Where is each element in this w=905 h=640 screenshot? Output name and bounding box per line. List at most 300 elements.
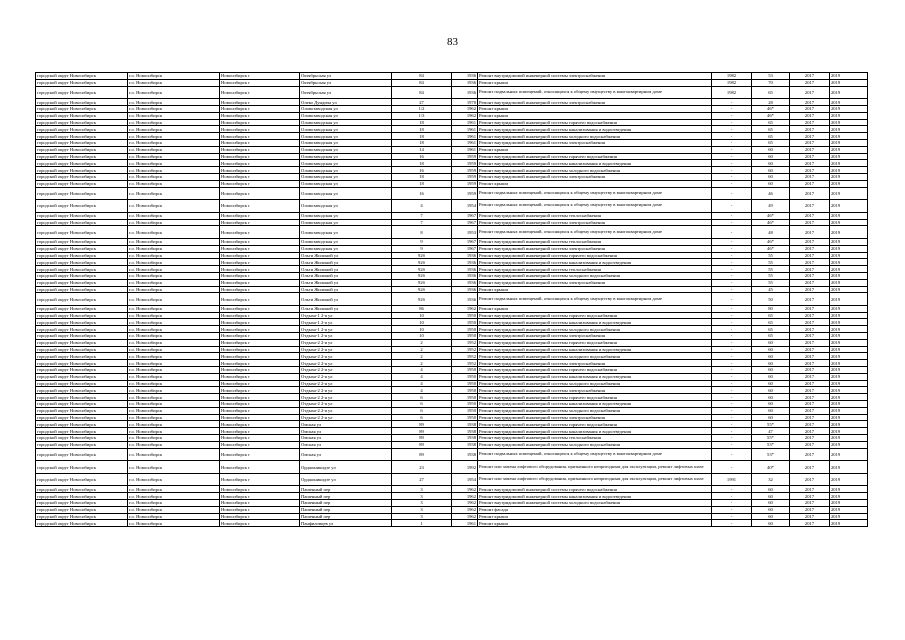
city-cell: Новосибирск г [220,200,300,213]
plan-start-year-cell: 2017 [790,414,830,421]
year-built-cell: 1950 [452,326,478,333]
district-cell: городской округ Новосибирск [36,435,128,442]
year-built-cell: 1936 [452,259,478,266]
table-row [36,219,868,226]
plan-start-year-cell: 2017 [790,146,830,153]
plan-end-year-cell: 2019 [830,435,868,442]
plan-start-year-cell: 2017 [790,200,830,213]
street-cell: Пашенный пер [300,493,392,500]
municipality-cell: г.о. Новосибирск [128,360,220,367]
year-input-cell: - [712,180,752,187]
wear-percent-cell: 55* [752,421,790,428]
year-input-cell: - [712,187,752,200]
work-type-cell: Ремонт внутридомовой инженерной системы холодного водоснабжения [478,407,712,414]
wear-percent-cell: 60 [752,401,790,408]
district-cell: городской округ Новосибирск [36,73,128,80]
plan-start-year-cell: 2017 [790,293,830,306]
table-row [36,421,868,428]
municipality-cell: г.о. Новосибирск [128,99,220,106]
plan-start-year-cell: 2017 [790,266,830,273]
work-type-cell: Ремонт фасада [478,506,712,513]
municipality-cell: г.о. Новосибирск [128,500,220,507]
plan-end-year-cell: 2019 [830,319,868,326]
year-built-cell: 1962 [452,500,478,507]
district-cell: городской округ Новосибирск [36,520,128,527]
house-number-cell: 7 [392,219,452,226]
plan-end-year-cell: 2019 [830,105,868,112]
plan-start-year-cell: 2017 [790,286,830,293]
work-type-cell: Ремонт внутридомовой инженерной системы канализования и водоотведения [478,373,712,380]
city-cell: Новосибирск г [220,353,300,360]
house-number-cell: 18 [392,160,452,167]
work-type-cell: Ремонт внутридомовой инженерной системы холодного водоснабжения [478,353,712,360]
plan-start-year-cell: 2017 [790,407,830,414]
municipality-cell: г.о. Новосибирск [128,126,220,133]
year-built-cell: 1952 [452,360,478,367]
plan-start-year-cell: 2017 [790,333,830,340]
work-type-cell: Ремонт внутридомовой инженерной системы горячего водоснабжения [478,252,712,259]
year-input-cell: - [712,252,752,259]
city-cell: Новосибирск г [220,219,300,226]
house-number-cell: 16 [392,167,452,174]
wear-percent-cell: 60 [752,346,790,353]
house-number-cell: 84 [392,73,452,80]
house-number-cell: 10 [392,326,452,333]
plan-end-year-cell: 2019 [830,373,868,380]
house-number-cell: 18 [392,139,452,146]
wear-percent-cell: 65 [752,139,790,146]
year-input-cell: - [712,167,752,174]
plan-start-year-cell: 2017 [790,428,830,435]
municipality-cell: г.о. Новосибирск [128,305,220,312]
house-number-cell: 18 [392,180,452,187]
city-cell: Новосибирск г [220,212,300,219]
house-number-cell: 3 [392,513,452,520]
year-built-cell: 1961 [452,133,478,140]
table-row [36,266,868,273]
year-built-cell: 1938 [452,448,478,461]
house-number-cell: 1 [392,520,452,527]
work-type-cell: Ремонт внутридомовой инженерной системы канализования и водоотведения [478,493,712,500]
municipality-cell: г.о. Новосибирск [128,448,220,461]
plan-start-year-cell: 2017 [790,326,830,333]
district-cell: городской округ Новосибирск [36,226,128,239]
wear-percent-cell: 47 [752,428,790,435]
house-number-cell: 89 [392,441,452,448]
street-cell: Ольги Жилиной ул [300,272,392,279]
municipality-cell: г.о. Новосибирск [128,506,220,513]
wear-percent-cell: 65 [752,333,790,340]
work-type-cell: Ремонт подвальных помещений, относящихся к общему имуществу в многоквартирном доме [478,226,712,239]
year-built-cell: 1962 [452,506,478,513]
district-cell: городской округ Новосибирск [36,79,128,86]
house-number-cell: 6 [392,407,452,414]
work-type-cell: Ремонт внутридомовой инженерной системы теплоснабжения [478,238,712,245]
plan-end-year-cell: 2019 [830,212,868,219]
wear-percent-cell: 55* [752,435,790,442]
district-cell: городской округ Новосибирск [36,428,128,435]
year-input-cell: - [712,326,752,333]
year-input-cell: - [712,173,752,180]
house-number-cell: 4 [392,373,452,380]
table-row [36,139,868,146]
municipality-cell: г.о. Новосибирск [128,139,220,146]
year-input-cell: - [712,333,752,340]
plan-end-year-cell: 2019 [830,353,868,360]
district-cell: городской округ Новосибирск [36,387,128,394]
year-built-cell: 1959 [452,187,478,200]
year-input-cell: 1991 [712,473,752,486]
city-cell: Новосибирск г [220,319,300,326]
city-cell: Новосибирск г [220,394,300,401]
wear-percent-cell: 45 [752,286,790,293]
year-built-cell: 1936 [452,73,478,80]
year-built-cell: 1967 [452,245,478,252]
street-cell: Отдыха-1 2-я ул [300,333,392,340]
city-cell: Новосибирск г [220,126,300,133]
city-cell: Новосибирск г [220,506,300,513]
plan-end-year-cell: 2019 [830,187,868,200]
work-type-cell: Ремонт или замена лифтового оборудования, признанного непригодным для эксплуатации, ремонт лифтовых шахт [478,473,712,486]
house-number-cell: 84 [392,79,452,86]
city-cell: Новосибирск г [220,401,300,408]
municipality-cell: г.о. Новосибирск [128,286,220,293]
work-type-cell: Ремонт внутридомовой инженерной системы холодного водоснабжения [478,133,712,140]
table-row [36,435,868,442]
municipality-cell: г.о. Новосибирск [128,333,220,340]
plan-start-year-cell: 2017 [790,86,830,99]
year-built-cell: 1962 [452,493,478,500]
house-number-cell: 10 [392,319,452,326]
wear-percent-cell: 46* [752,245,790,252]
municipality-cell: г.о. Новосибирск [128,133,220,140]
year-input-cell: - [712,119,752,126]
work-type-cell: Ремонт внутридомовой инженерной системы канализования и водоотведения [478,319,712,326]
year-input-cell: - [712,245,752,252]
table-row [36,414,868,421]
year-input-cell: - [712,401,752,408]
district-cell: городской округ Новосибирск [36,461,128,474]
work-type-cell: Ремонт крыши [478,520,712,527]
year-built-cell: 1952 [452,339,478,346]
work-type-cell: Ремонт внутридомовой инженерной системы электроснабжения [478,414,712,421]
district-cell: городской округ Новосибирск [36,146,128,153]
street-cell: Орджоникидзе ул [300,473,392,486]
district-cell: городской округ Новосибирск [36,119,128,126]
street-cell: Октябрьская ул [300,73,392,80]
municipality-cell: г.о. Новосибирск [128,259,220,266]
street-cell: Оловозаводская ул [300,126,392,133]
year-built-cell: 1954 [452,200,478,213]
work-type-cell: Ремонт внутридомовой инженерной системы холодного водоснабжения [478,326,712,333]
house-number-cell: 89 [392,435,452,442]
street-cell: Оловозаводская ул [300,212,392,219]
district-cell: городской округ Новосибирск [36,326,128,333]
wear-percent-cell: 60 [752,387,790,394]
work-type-cell: Ремонт внутридомовой инженерной системы горячего водоснабжения [478,486,712,493]
year-input-cell: 1982 [712,73,752,80]
district-cell: городской округ Новосибирск [36,441,128,448]
work-type-cell: Ремонт внутридомовой инженерной системы горячего водоснабжения [478,153,712,160]
plan-start-year-cell: 2017 [790,226,830,239]
plan-end-year-cell: 2019 [830,506,868,513]
district-cell: городской округ Новосибирск [36,200,128,213]
wear-percent-cell: 32 [752,473,790,486]
street-cell: Оловозаводская ул [300,112,392,119]
wear-percent-cell: 60 [752,520,790,527]
plan-end-year-cell: 2019 [830,441,868,448]
plan-start-year-cell: 2017 [790,212,830,219]
table-row [36,312,868,319]
city-cell: Новосибирск г [220,360,300,367]
plan-end-year-cell: 2019 [830,401,868,408]
city-cell: Новосибирск г [220,293,300,306]
table-row [36,319,868,326]
year-input-cell: 1982 [712,86,752,99]
district-cell: городской округ Новосибирск [36,401,128,408]
year-built-cell: 1967 [452,212,478,219]
city-cell: Новосибирск г [220,421,300,428]
table-row [36,428,868,435]
house-number-cell: 14 [392,146,452,153]
plan-start-year-cell: 2017 [790,500,830,507]
house-number-cell: 18 [392,119,452,126]
work-type-cell: Ремонт крыши [478,105,712,112]
district-cell: городской округ Новосибирск [36,272,128,279]
district-cell: городской округ Новосибирск [36,245,128,252]
plan-end-year-cell: 2019 [830,160,868,167]
year-built-cell: 1961 [452,146,478,153]
year-input-cell: - [712,414,752,421]
year-input-cell: - [712,353,752,360]
year-built-cell: 1962 [452,513,478,520]
table-row [36,226,868,239]
plan-start-year-cell: 2017 [790,506,830,513]
plan-start-year-cell: 2017 [790,380,830,387]
wear-percent-cell: 46 [752,187,790,200]
district-cell: городской округ Новосибирск [36,167,128,174]
street-cell: Отдыха-1 2-я ул [300,312,392,319]
work-type-cell: Ремонт внутридомовой инженерной системы теплоснабжения [478,435,712,442]
wear-percent-cell: 60 [752,380,790,387]
city-cell: Новосибирск г [220,167,300,174]
municipality-cell: г.о. Новосибирск [128,346,220,353]
year-input-cell: - [712,259,752,266]
plan-end-year-cell: 2019 [830,305,868,312]
plan-end-year-cell: 2019 [830,293,868,306]
work-type-cell: Ремонт крыши [478,180,712,187]
plan-start-year-cell: 2017 [790,394,830,401]
plan-end-year-cell: 2019 [830,486,868,493]
city-cell: Новосибирск г [220,187,300,200]
work-type-cell: Ремонт внутридомовой инженерной системы канализования и водоотведения [478,401,712,408]
plan-start-year-cell: 2017 [790,187,830,200]
municipality-cell: г.о. Новосибирск [128,407,220,414]
plan-start-year-cell: 2017 [790,360,830,367]
city-cell: Новосибирск г [220,520,300,527]
year-built-cell: 1967 [452,219,478,226]
wear-percent-cell: 60 [752,167,790,174]
plan-end-year-cell: 2019 [830,266,868,273]
plan-end-year-cell: 2019 [830,286,868,293]
wear-percent-cell: 46* [752,219,790,226]
municipality-cell: г.о. Новосибирск [128,266,220,273]
plan-start-year-cell: 2017 [790,272,830,279]
district-cell: городской округ Новосибирск [36,506,128,513]
year-input-cell: - [712,238,752,245]
year-input-cell: - [712,266,752,273]
city-cell: Новосибирск г [220,461,300,474]
plan-start-year-cell: 2017 [790,493,830,500]
city-cell: Новосибирск г [220,279,300,286]
table-body [36,73,868,527]
street-cell: Пашенный пер [300,486,392,493]
work-type-cell: Ремонт или замена лифтового оборудования, признанного непригодным для эксплуатации, ремонт лифтовых шахт [478,461,712,474]
municipality-cell: г.о. Новосибирск [128,79,220,86]
district-cell: городской округ Новосибирск [36,86,128,99]
year-input-cell: - [712,394,752,401]
work-type-cell: Ремонт внутридомовой инженерной системы канализования и водоотведения [478,346,712,353]
plan-end-year-cell: 2019 [830,200,868,213]
plan-end-year-cell: 2019 [830,473,868,486]
plan-end-year-cell: 2019 [830,407,868,414]
district-cell: городской округ Новосибирск [36,252,128,259]
plan-start-year-cell: 2017 [790,421,830,428]
street-cell: Олеко Дундича ул [300,99,392,106]
wear-percent-cell: 65 [752,86,790,99]
district-cell: городской округ Новосибирск [36,160,128,167]
street-cell: Оловозаводская ул [300,139,392,146]
house-number-cell: 18 [392,126,452,133]
plan-start-year-cell: 2017 [790,259,830,266]
district-cell: городской округ Новосибирск [36,353,128,360]
city-cell: Новосибирск г [220,238,300,245]
city-cell: Новосибирск г [220,500,300,507]
table-row [36,133,868,140]
table-row [36,99,868,106]
year-built-cell: 1962 [452,486,478,493]
street-cell: Отдыха-2 2-я ул [300,394,392,401]
work-type-cell: Ремонт внутридомовой инженерной системы холодного водоснабжения [478,167,712,174]
wear-percent-cell: 55 [752,279,790,286]
city-cell: Новосибирск г [220,305,300,312]
plan-start-year-cell: 2017 [790,167,830,174]
year-built-cell: 1961 [452,139,478,146]
year-built-cell: 1950 [452,367,478,374]
district-cell: городской округ Новосибирск [36,333,128,340]
work-type-cell: Ремонт подвальных помещений, относящихся к общему имуществу в многоквартирном доме [478,293,712,306]
plan-start-year-cell: 2017 [790,173,830,180]
municipality-cell: г.о. Новосибирск [128,520,220,527]
table-row [36,86,868,99]
municipality-cell: г.о. Новосибирск [128,173,220,180]
wear-percent-cell: 60 [752,360,790,367]
year-built-cell: 1936 [452,279,478,286]
house-number-cell: 7 [392,212,452,219]
district-cell: городской округ Новосибирск [36,126,128,133]
plan-end-year-cell: 2019 [830,380,868,387]
municipality-cell: г.о. Новосибирск [128,86,220,99]
plan-start-year-cell: 2017 [790,219,830,226]
year-input-cell: - [712,421,752,428]
plan-end-year-cell: 2019 [830,272,868,279]
work-type-cell: Ремонт внутридомовой инженерной системы холодного водоснабжения [478,272,712,279]
year-input-cell: - [712,312,752,319]
table-row [36,441,868,448]
street-cell: Оловозаводская ул [300,133,392,140]
table-row [36,272,868,279]
city-cell: Новосибирск г [220,441,300,448]
street-cell: Отдыха-2 2-я ул [300,367,392,374]
table-row [36,407,868,414]
street-cell: Омская ул [300,428,392,435]
work-type-cell: Ремонт крыши [478,146,712,153]
district-cell: городской округ Новосибирск [36,339,128,346]
wear-percent-cell: 65 [752,126,790,133]
wear-percent-cell: 50 [752,293,790,306]
street-cell: Омская ул [300,421,392,428]
municipality-cell: г.о. Новосибирск [128,493,220,500]
wear-percent-cell: 60 [752,173,790,180]
year-built-cell: 1967 [452,238,478,245]
plan-end-year-cell: 2019 [830,326,868,333]
street-cell: Ольги Жилиной ул [300,286,392,293]
work-type-cell: Ремонт внутридомовой инженерной системы канализования и водоотведения [478,428,712,435]
year-built-cell: 1950 [452,387,478,394]
street-cell: Отдыха-2 2-я ул [300,380,392,387]
table-row [36,200,868,213]
plan-start-year-cell: 2017 [790,448,830,461]
house-number-cell: 92б [392,279,452,286]
plan-start-year-cell: 2017 [790,252,830,259]
city-cell: Новосибирск г [220,414,300,421]
district-cell: городской округ Новосибирск [36,212,128,219]
year-built-cell: 1950 [452,407,478,414]
work-type-cell: Ремонт внутридомовой инженерной системы электроснабжения [478,139,712,146]
plan-start-year-cell: 2017 [790,139,830,146]
work-type-cell: Ремонт подвальных помещений, относящихся к общему имуществу в многоквартирном доме [478,200,712,213]
work-type-cell: Ремонт крыши [478,112,712,119]
wear-percent-cell: 60 [752,407,790,414]
district-cell: городской округ Новосибирск [36,187,128,200]
city-cell: Новосибирск г [220,119,300,126]
work-type-cell: Ремонт внутридомовой инженерной системы электроснабжения [478,245,712,252]
plan-end-year-cell: 2019 [830,99,868,106]
street-cell: Ольги Жилиной ул [300,266,392,273]
city-cell: Новосибирск г [220,435,300,442]
year-built-cell: 1950 [452,333,478,340]
wear-percent-cell: 65 [752,312,790,319]
municipality-cell: г.о. Новосибирск [128,461,220,474]
wear-percent-cell: 60 [752,373,790,380]
table-row [36,360,868,367]
house-number-cell: 1/2 [392,105,452,112]
plan-end-year-cell: 2019 [830,360,868,367]
house-number-cell: 86 [392,305,452,312]
table-row [36,173,868,180]
street-cell: Оловозаводская ул [300,226,392,239]
house-number-cell: 92б [392,252,452,259]
wear-percent-cell: 60 [752,493,790,500]
work-type-cell: Ремонт подвальных помещений, относящихся к общему имуществу в многоквартирном доме [478,448,712,461]
table-row [36,500,868,507]
wear-percent-cell: 60 [752,394,790,401]
table-row [36,520,868,527]
wear-percent-cell: 53 [752,73,790,80]
street-cell: Отдыха-1 2-я ул [300,326,392,333]
wear-percent-cell: 28 [752,99,790,106]
year-built-cell: 1950 [452,373,478,380]
